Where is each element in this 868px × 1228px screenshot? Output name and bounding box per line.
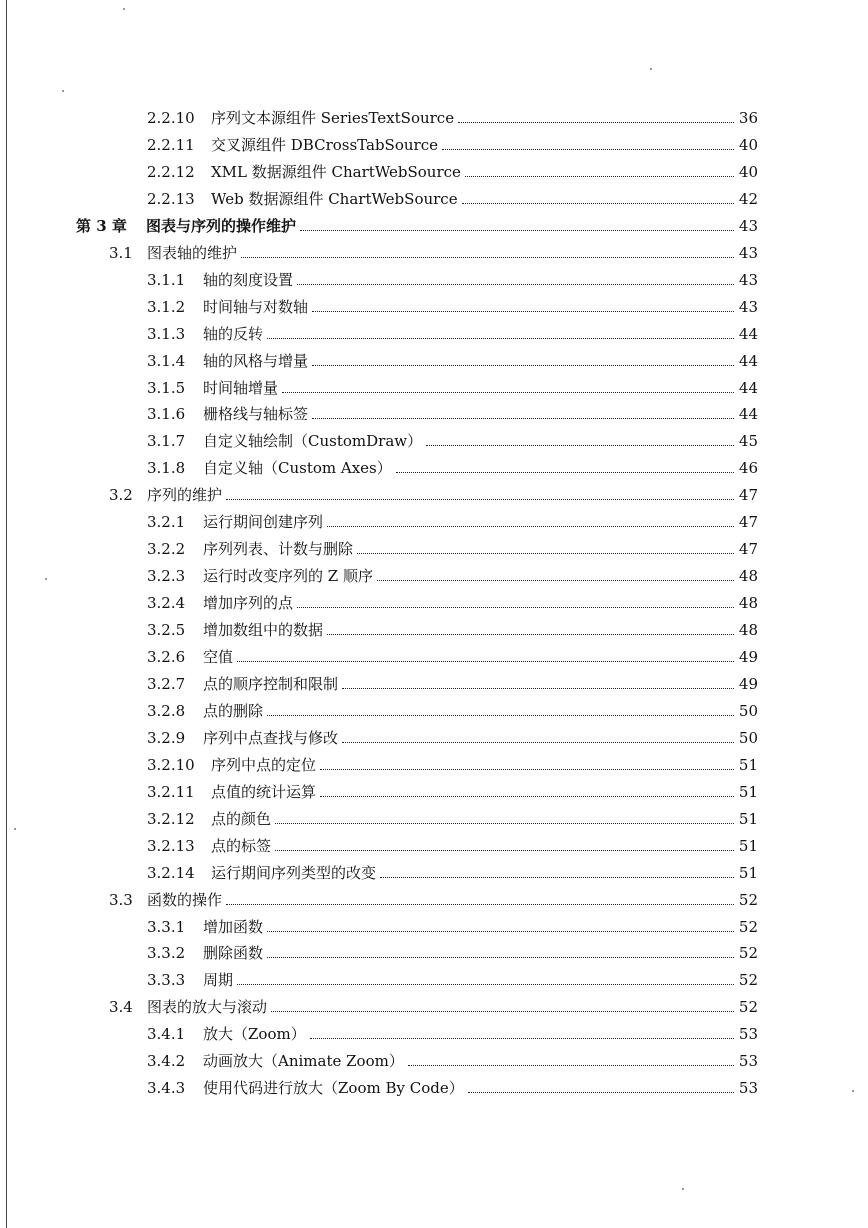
- toc-entry-title: 序列的维护: [147, 486, 223, 505]
- toc-entry-title: 序列中点查找与修改: [203, 728, 339, 747]
- toc-entry-page: 53: [738, 1052, 758, 1071]
- toc-entry-page: 52: [738, 890, 758, 909]
- dot-leader: [377, 579, 734, 581]
- toc-entry: [147, 534, 758, 558]
- toc-entry: [147, 184, 758, 208]
- dot-leader: [237, 983, 734, 985]
- toc-entry: [147, 319, 758, 343]
- toc-entry-number: 2.2.10: [147, 109, 195, 127]
- toc-entry-page: 48: [738, 594, 758, 613]
- toc-entry-title: 周期: [203, 971, 234, 990]
- toc-entry-number: 3.1.1: [147, 270, 186, 289]
- toc-entry-page: 43: [738, 270, 758, 289]
- toc-entry-number: 3.1.2: [147, 297, 186, 316]
- toc-entry-number: 3.2.8: [147, 701, 186, 720]
- toc-entry: [109, 480, 758, 504]
- scan-speck: [62, 90, 64, 92]
- dot-leader: [426, 444, 734, 446]
- dot-leader: [465, 175, 734, 177]
- toc-entry: [147, 777, 758, 801]
- toc-entry-number: 3.1: [109, 243, 133, 262]
- toc-entry-title: 点值的统计运算: [211, 782, 317, 801]
- toc-entry-title: 交叉源组件 DBCrossTabSource: [211, 135, 438, 154]
- toc-entry-number: 3.1.6: [147, 405, 186, 424]
- toc-entry-page: 52: [738, 971, 758, 990]
- toc-entry-title: 栅格线与轴标签: [203, 405, 309, 424]
- toc-entry-title: 点的颜色: [211, 809, 272, 828]
- toc-entry-title: 运行时改变序列的 Z 顺序: [203, 567, 373, 586]
- dot-leader: [468, 1091, 734, 1093]
- toc-entry-title: 运行期间序列类型的改变: [211, 863, 377, 882]
- toc-entry-title: 增加序列的点: [203, 594, 294, 613]
- dot-leader: [241, 256, 734, 258]
- toc-entry-number: 3.2.13: [147, 836, 195, 855]
- toc-entry: [147, 103, 758, 127]
- toc-entry: [147, 373, 758, 397]
- toc-entry-title: 删除函数: [203, 944, 264, 963]
- toc-entry-page: 51: [738, 809, 758, 828]
- toc-entry-number: 2.2.13: [147, 189, 195, 208]
- toc-entry-page: 50: [738, 701, 758, 720]
- toc-entry: [147, 965, 758, 989]
- scan-speck: [682, 1188, 684, 1190]
- toc-entry-page: 48: [738, 621, 758, 640]
- toc-entry: [147, 130, 758, 154]
- toc-entry-number: 3.4.2: [147, 1052, 186, 1071]
- toc-entry-page: 50: [738, 728, 758, 747]
- dot-leader: [282, 391, 734, 393]
- toc-entry-number: 3.3.1: [147, 917, 186, 936]
- toc-entry-title: Web 数据源组件 ChartWebSource: [211, 189, 458, 208]
- toc-entry-title: 增加数组中的数据: [203, 621, 324, 640]
- toc-entry-title: 轴的反转: [203, 324, 264, 343]
- toc-entry-number: 3.1.8: [147, 459, 186, 478]
- toc-entry-title: 图表的放大与滚动: [147, 998, 268, 1017]
- toc-entry: [147, 615, 758, 639]
- toc-entry-page: 49: [738, 648, 758, 666]
- toc-entry-title: 时间轴增量: [203, 378, 279, 397]
- toc-entry-title: 点的删除: [203, 701, 264, 720]
- dot-leader: [312, 310, 734, 312]
- toc-entry-number: 3.2: [109, 486, 133, 505]
- toc-entry-title: 轴的刻度设置: [203, 270, 294, 289]
- toc-entry: [147, 938, 758, 962]
- toc-entry: [147, 723, 758, 747]
- toc-entry-page: 53: [738, 1079, 758, 1098]
- dot-leader: [297, 283, 734, 285]
- toc-entry-title: 序列文本源组件 SeriesTextSource: [211, 109, 455, 127]
- dot-leader: [312, 364, 734, 366]
- toc-entry: [147, 453, 758, 477]
- toc-entry: [147, 750, 758, 774]
- toc-entry-number: 3.1.5: [147, 378, 186, 397]
- dot-leader: [237, 660, 734, 662]
- toc-entry-page: 42: [738, 189, 758, 208]
- dot-leader: [327, 633, 734, 635]
- dot-leader: [297, 606, 734, 608]
- toc-entry: [147, 265, 758, 289]
- toc-entry-title: 图表轴的维护: [147, 243, 238, 262]
- dot-leader: [462, 202, 734, 204]
- toc-entry-number: 3.2.10: [147, 755, 195, 774]
- toc-entry-title: XML 数据源组件 ChartWebSource: [211, 162, 461, 181]
- toc-entry-number: 第 3 章: [76, 216, 127, 235]
- toc-entry: [147, 426, 758, 450]
- toc-entry-title: 轴的风格与增量: [203, 351, 309, 370]
- toc-entry-number: 3.2.14: [147, 863, 195, 882]
- dot-leader: [380, 876, 734, 878]
- toc-entry-title: 增加函数: [203, 917, 264, 936]
- toc-entry-page: 51: [738, 782, 758, 801]
- toc-entry-page: 52: [738, 944, 758, 963]
- toc-entry-title: 使用代码进行放大（Zoom By Code）: [203, 1079, 464, 1098]
- toc-entry-page: 51: [738, 863, 758, 882]
- toc-entry-page: 51: [738, 836, 758, 855]
- dot-leader: [300, 229, 734, 231]
- dot-leader: [310, 1037, 734, 1039]
- dot-leader: [320, 768, 734, 770]
- toc-entry-title: 空值: [203, 648, 234, 666]
- toc-entry-page: 47: [738, 486, 758, 505]
- toc-entry-page: 40: [738, 135, 758, 154]
- toc-entry: [109, 238, 758, 262]
- toc-entry-number: 3.2.4: [147, 594, 186, 613]
- toc-entry: [147, 292, 758, 316]
- toc-entry-number: 2.2.11: [147, 135, 195, 154]
- toc-entry-page: 47: [738, 513, 758, 532]
- toc-entry-number: 3.2.1: [147, 513, 186, 532]
- toc-entry-number: 3.2.3: [147, 567, 186, 586]
- toc-entry-page: 52: [738, 998, 758, 1017]
- scan-speck: [650, 68, 652, 70]
- toc-entry-page: 46: [738, 459, 758, 478]
- toc-entry-number: 3.3: [109, 890, 133, 909]
- toc-entry-page: 43: [738, 297, 758, 316]
- toc-entry-page: 40: [738, 162, 758, 181]
- dot-leader: [226, 498, 734, 500]
- toc-entry: [76, 211, 758, 235]
- toc-entry-page: 44: [738, 378, 758, 397]
- toc-entry-number: 2.2.12: [147, 162, 195, 181]
- toc-entry-title: 点的顺序控制和限制: [203, 674, 339, 693]
- dot-leader: [275, 822, 734, 824]
- toc-entry: [147, 831, 758, 855]
- toc-entry-page: 44: [738, 324, 758, 343]
- toc-entry: [147, 912, 758, 936]
- toc-entry-page: 44: [738, 351, 758, 370]
- dot-leader: [396, 471, 734, 473]
- toc-entry-page: 52: [738, 917, 758, 936]
- toc-entry-title: 点的标签: [211, 836, 272, 855]
- toc-entry-page: 49: [738, 674, 758, 693]
- dot-leader: [342, 741, 734, 743]
- toc-entry: [147, 696, 758, 720]
- toc-entry: [147, 588, 758, 612]
- toc-entry: [109, 885, 758, 909]
- toc-entry-number: 3.2.2: [147, 540, 186, 559]
- toc-entry: [147, 1073, 758, 1097]
- toc-entry-page: 36: [738, 109, 758, 127]
- toc-entry-title: 图表与序列的操作维护: [146, 216, 297, 235]
- toc-entry-page: 51: [738, 755, 758, 774]
- toc-entry: [147, 157, 758, 181]
- dot-leader: [275, 849, 734, 851]
- dot-leader: [226, 903, 734, 905]
- toc-entry-number: 3.4: [109, 998, 133, 1017]
- toc-entry: [147, 561, 758, 585]
- toc-entry-number: 3.1.3: [147, 324, 186, 343]
- toc-entry-number: 3.3.3: [147, 971, 186, 990]
- toc-entry-title: 函数的操作: [147, 890, 223, 909]
- scan-speck: [123, 8, 125, 10]
- toc-entry: [147, 858, 758, 882]
- toc-entry-number: 3.1.7: [147, 432, 186, 451]
- toc-entry-number: 3.2.9: [147, 728, 186, 747]
- toc-entry: [109, 992, 758, 1016]
- dot-leader: [442, 148, 734, 150]
- dot-leader: [267, 930, 734, 932]
- scan-speck: [852, 1090, 854, 1092]
- page-edge-line: [6, 0, 7, 1228]
- toc-entry-number: 3.2.5: [147, 621, 186, 640]
- toc-entry-title: 序列列表、计数与删除: [203, 540, 354, 559]
- dot-leader: [267, 337, 734, 339]
- dot-leader: [312, 417, 734, 419]
- toc-entry-number: 3.1.4: [147, 351, 186, 370]
- dot-leader: [327, 525, 734, 527]
- toc-entry-page: 45: [738, 432, 758, 451]
- dot-leader: [320, 795, 734, 797]
- toc-entry-title: 时间轴与对数轴: [203, 297, 309, 316]
- toc-entry-number: 3.2.11: [147, 782, 195, 801]
- toc-entry-title: 放大（Zoom）: [203, 1025, 306, 1044]
- toc-entry-number: 3.3.2: [147, 944, 186, 963]
- scan-speck: [45, 578, 47, 580]
- toc-entry-title: 动画放大（Animate Zoom）: [203, 1052, 404, 1071]
- toc-entry-number: 3.2.7: [147, 674, 186, 693]
- toc-entry: [147, 804, 758, 828]
- dot-leader: [267, 714, 734, 716]
- scan-speck: [14, 828, 16, 830]
- toc-entry-title: 序列中点的定位: [211, 755, 317, 774]
- toc-entry: [147, 346, 758, 370]
- toc-entry-page: 43: [738, 243, 758, 262]
- toc-entry-page: 53: [738, 1025, 758, 1044]
- toc-entry-title: 自定义轴（Custom Axes）: [203, 459, 392, 478]
- toc-entry: [147, 1046, 758, 1070]
- toc-entry-number: 3.4.3: [147, 1079, 186, 1098]
- dot-leader: [342, 687, 734, 689]
- toc-entry: [147, 399, 758, 423]
- dot-leader: [267, 956, 734, 958]
- toc-entry-number: 3.2.6: [147, 648, 186, 666]
- toc-entry-page: 48: [738, 567, 758, 586]
- toc-entry: [147, 642, 758, 666]
- toc-entry: [147, 1019, 758, 1043]
- toc-entry-title: 运行期间创建序列: [203, 513, 324, 532]
- toc-entry: [147, 669, 758, 693]
- dot-leader: [357, 552, 734, 554]
- toc-entry-title: 自定义轴绘制（CustomDraw）: [203, 432, 423, 451]
- toc-entry-number: 3.4.1: [147, 1025, 186, 1044]
- toc-entry-number: 3.2.12: [147, 809, 195, 828]
- toc-entry-page: 47: [738, 540, 758, 559]
- dot-leader: [458, 121, 734, 123]
- dot-leader: [271, 1010, 734, 1012]
- dot-leader: [408, 1064, 734, 1066]
- toc-entry-page: 43: [738, 216, 758, 235]
- toc-entry-page: 44: [738, 405, 758, 424]
- toc-entry: [147, 507, 758, 531]
